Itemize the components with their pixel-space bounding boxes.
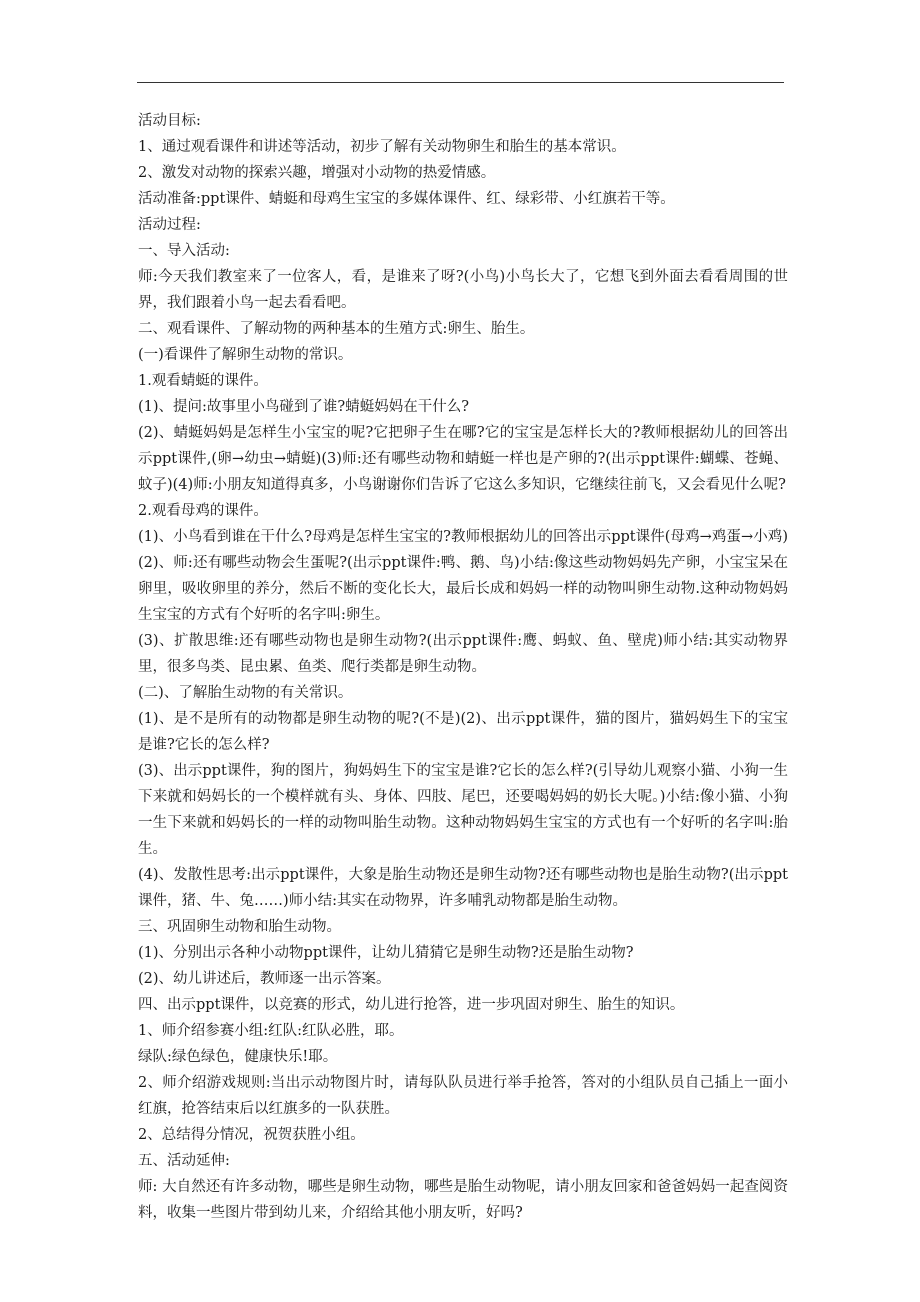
subitem-hen: 2.观看母鸡的课件。: [138, 503, 268, 519]
step-heading-3: 三、巩固卵生动物和胎生动物。: [138, 919, 341, 935]
subitem-dragonfly: 1.观看蜻蜓的课件。: [138, 373, 268, 389]
paragraph-dragonfly: (2)、蜻蜓妈妈是怎样生小宝宝的呢?它把卵子生在哪?它的宝宝是怎样长大的?教师根据幼儿的回答出示ppt课件,(卵→幼虫→蜻蜓)(3)师:还有哪些动物和蜻蜓一样也是产卵的?(出示ppt课件:蝴蝶、苍蝇、蚊子)(4)师:小朋友知道得真多，小鸟谢谢你们告诉了它这么多知识，它继续往前飞，又会看见什么呢?: [138, 425, 788, 493]
section-heading-process: 活动过程:: [138, 217, 201, 233]
paragraph-cat: (1)、是不是所有的动物都是卵生动物的呢?(不是)(2)、出示ppt课件，猫的图片，猫妈妈生下的宝宝是谁?它长的怎么样?: [138, 711, 788, 753]
paragraph-hen: (1)、小鸟看到谁在干什么?母鸡是怎样生宝宝的?教师根据幼儿的回答出示ppt课件(母鸡→鸡蛋→小鸡)(2)、师:还有哪些动物会生蛋呢?(出示ppt课件:鸭、鹅、鸟)小结:像这些动物妈妈先产卵，小宝宝呆在卵里，吸收卵里的养分，然后不断的变化长大，最后长成和妈妈一样的动物叫卵生动物.这种动物妈妈生宝宝的方式有个好听的名字叫:卵生。: [138, 529, 788, 623]
consolidate-item-2: (2)、幼儿讲述后，教师逐一出示答案。: [138, 971, 391, 987]
summary-line: 2、总结得分情况，祝贺获胜小组。: [138, 1127, 365, 1143]
question-line: (1)、提问:故事里小鸟碰到了谁?蜻蜓妈妈在干什么?: [138, 399, 469, 415]
paragraph-dog: (3)、出示ppt课件，狗的图片，狗妈妈生下的宝宝是谁?它长的怎么样?(引导幼儿观察小猫、小狗一生下来就和妈妈长的一个模样就有头、身体、四肢、尾巴，还要喝妈妈的奶长大呢。)小结:像小猫、小狗一生下来就和妈妈长的一样的动物叫胎生动物。这种动物妈妈生宝宝的方式也有一个好听的名字叫:胎生。: [138, 763, 788, 857]
goal-item-1: 1、通过观看课件和讲述等活动，初步了解有关动物卵生和胎生的基本常识。: [138, 139, 626, 155]
document-body: [138, 108, 788, 1226]
preparation-line: 活动准备:ppt课件、蜻蜓和母鸡生宝宝的多媒体课件、红、绿彩带、小红旗若干等。: [138, 191, 675, 207]
header-rule: [137, 82, 784, 83]
subheading-oviparous: (一)看课件了解卵生动物的常识。: [138, 347, 353, 363]
consolidate-item-1: (1)、分别出示各种小动物ppt课件，让幼儿猜猜它是卵生动物?还是胎生动物?: [138, 945, 634, 961]
paragraph-rules: 2、师介绍游戏规则:当出示动物图片时，请每队队员进行举手抢答，答对的小组队员自己插上一面小红旗，抢答结束后以红旗多的一队获胜。: [138, 1075, 788, 1117]
goal-item-2: 2、激发对动物的探索兴趣，增强对小动物的热爱情感。: [138, 165, 496, 181]
paragraph-intro: 师:今天我们教室来了一位客人，看，是谁来了呀?(小鸟)小鸟长大了，它想飞到外面去看看周围的世界，我们跟着小鸟一起去看看吧。: [138, 269, 788, 311]
step-heading-2: 二、观看课件、了解动物的两种基本的生殖方式:卵生、胎生。: [138, 321, 535, 337]
step-heading-1: 一、导入活动:: [138, 243, 230, 259]
step-heading-5: 五、活动延伸:: [138, 1153, 230, 1169]
team-red-line: 1、师介绍参赛小组:红队:红队必胜，耶。: [138, 1023, 404, 1039]
section-heading-goals: 活动目标:: [138, 113, 201, 129]
paragraph-extension: 师: 大自然还有许多动物，哪些是卵生动物，哪些是胎生动物呢，请小朋友回家和爸爸妈妈一起查阅资料，收集一些图片带到幼儿来，介绍给其他小朋友听，好吗?: [138, 1179, 788, 1221]
paragraph-elephant: (4)、发散性思考:出示ppt课件，大象是胎生动物还是卵生动物?还有哪些动物也是胎生动物?(出示ppt课件，猪、牛、兔……)师小结:其实在动物界，许多哺乳动物都是胎生动物。: [138, 867, 788, 909]
team-green-line: 绿队:绿色绿色，健康快乐!耶。: [138, 1049, 338, 1065]
subheading-viviparous: (二)、了解胎生动物的有关常识。: [138, 685, 353, 701]
paragraph-divergent: (3)、扩散思维:还有哪些动物也是卵生动物?(出示ppt课件:鹰、蚂蚁、鱼、壁虎)师小结:其实动物界里，很多鸟类、昆虫累、鱼类、爬行类都是卵生动物。: [138, 633, 788, 675]
step-heading-4: 四、出示ppt课件，以竞赛的形式，幼儿进行抢答，进一步巩固对卵生、胎生的知识。: [138, 997, 685, 1013]
